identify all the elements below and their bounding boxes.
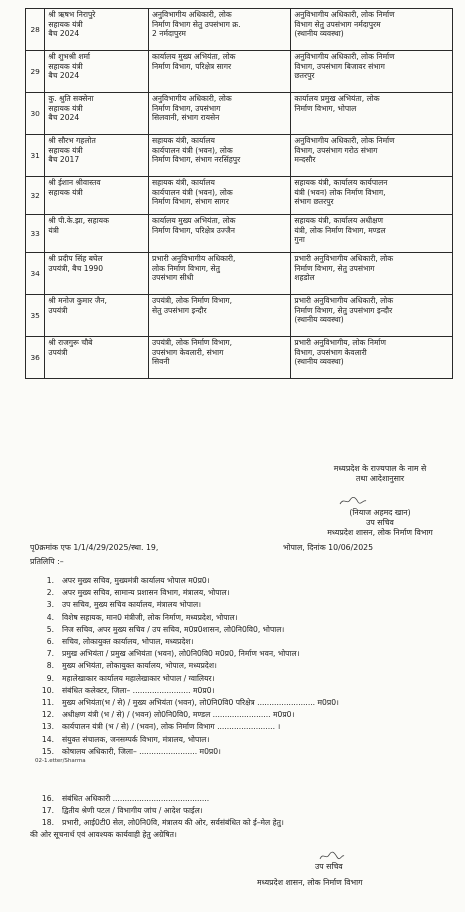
cell-line: अनुविभागीय अधिकारी, लोक निर्माण	[294, 52, 395, 61]
cell-line: सहायक यंत्री, कार्यालय अधीक्षण	[294, 216, 384, 225]
cell-line: निर्माण विभाग सेतु उपसंभाग क्र.	[152, 19, 241, 29]
list-item	[30, 721, 450, 733]
table-row	[26, 215, 453, 253]
list-number: 1.	[46, 576, 54, 585]
reference-number: पृ0क्रमांक एफ 1/1/4/29/2025/स्था. 19,	[30, 543, 159, 552]
name-cell	[45, 177, 149, 215]
cell-line: 2 नर्मदापुरम	[152, 29, 186, 39]
list-item	[30, 660, 450, 672]
list-text: अपर मुख्य सचिव, सामान्य प्रशासन विभाग, मंत्रालय, भोपाल।	[62, 588, 230, 598]
cell-line: निर्माण विभाग, सेतु उपसंभाग इन्दौर	[294, 305, 393, 315]
cell-line: अनुविभागीय अधिकारी, लोक निर्माण	[294, 136, 395, 145]
cell-line: कु. श्रुति सक्सेना	[48, 94, 94, 103]
list-text: मुख्य अभियंता(भ / से) / मुख्य अभियंता (भवन), लो0नि0वि0 परिक्षेत्र ........................ म0प्र0।	[62, 698, 339, 708]
cell-line: सहायक यंत्री	[48, 145, 83, 155]
cell-line: बैच 2024	[48, 71, 80, 81]
cell-line: (स्थानीय व्यवस्था)	[294, 315, 344, 325]
name-cell	[45, 337, 149, 379]
list-number: 17.	[41, 806, 54, 815]
list-number: 8.	[46, 661, 54, 671]
list-text: कोषालय अधिकारी, जिला– ........................ म0प्र0।	[62, 746, 221, 756]
current-posting-cell	[149, 51, 291, 93]
list-number: 5.	[46, 624, 54, 634]
cell-line: निर्माण विभाग, भोपाल	[294, 103, 357, 113]
cell-line: प्रभारी अनुविभागीय अधिकारी,	[152, 254, 236, 263]
cell-line: उपयंत्री	[48, 305, 68, 315]
list-number: 6.	[46, 637, 54, 647]
cell-line: शहडोल	[294, 273, 315, 283]
cell-line: (स्थानीय व्यवस्था)	[294, 29, 344, 39]
authority-line: मध्यप्रदेश के राज्यपाल के नाम से	[333, 464, 427, 473]
cell-line: अनुविभागीय अधिकारी, लोक निर्माण	[294, 10, 395, 19]
cell-line: बैच 2024	[48, 113, 80, 123]
list-item	[30, 697, 450, 709]
cell-line: श्री राजगुरू चौबे	[48, 338, 93, 347]
name-cell	[45, 295, 149, 337]
table-row	[26, 135, 453, 177]
distribution-list	[30, 575, 450, 758]
name-cell	[45, 93, 149, 135]
new-posting-cell	[291, 215, 453, 253]
cell-line: निर्माण विभाग, परिक्षेत्र सागर	[152, 61, 232, 71]
cell-line: अनुविभागीय अधिकारी, लोक	[152, 94, 232, 103]
list-number: 7.	[46, 649, 54, 659]
list-item	[30, 587, 450, 599]
cell-line: कार्यालय मुख्य अभियंता, लोक	[152, 52, 236, 61]
current-posting-cell	[149, 93, 291, 135]
list-item	[30, 673, 450, 685]
order-line: तथा आदेशानुसार	[355, 474, 405, 483]
table-row	[26, 253, 453, 295]
cell-line: कार्यपालन यंत्री (भवन), लोक	[152, 145, 233, 155]
cell-line: सहायक यंत्री	[48, 103, 83, 113]
transfer-table	[25, 8, 453, 379]
serial-number-cell: 29	[26, 51, 45, 93]
cell-line: उपयंत्री, लोक निर्माण विभाग,	[152, 296, 233, 305]
list-item	[30, 709, 450, 721]
forwarding-note: की ओर सूचनार्थ एवं आवश्यक कार्यवाही हेतु अग्रेषित।	[30, 830, 177, 839]
signatory-block	[300, 508, 460, 538]
list-item	[30, 624, 450, 636]
new-posting-cell	[291, 51, 453, 93]
list-item	[30, 817, 450, 829]
list-number: 11.	[41, 698, 54, 708]
bottom-signatory-designation: उप सचिव	[315, 862, 343, 871]
footer-code: 02-1.etter/Sharma	[35, 758, 86, 764]
list-number: 14.	[41, 734, 54, 744]
name-cell	[45, 253, 149, 295]
new-posting-cell	[291, 93, 453, 135]
list-item	[30, 734, 450, 746]
cell-line: निर्माण विभाग, उपसंभाग	[152, 103, 221, 113]
cell-line: कार्यालय प्रमुख अभियंता, लोक	[294, 94, 380, 103]
copy-to-label: प्रतिलिपि :–	[30, 557, 64, 566]
name-cell	[45, 51, 149, 93]
current-posting-cell	[149, 337, 291, 379]
cell-line: मन्दसौर	[294, 155, 316, 165]
cell-line: सेतु उपसंभाग इन्दौर	[152, 305, 207, 315]
list-item	[30, 648, 450, 660]
list-item	[30, 636, 450, 648]
list-item	[30, 685, 450, 697]
list-number: 2.	[46, 588, 54, 598]
cell-line: लोक निर्माण विभाग, सेतु	[152, 263, 221, 273]
cell-line: निर्माण विभाग, संभाग सागर	[152, 197, 229, 207]
cell-line: अनुविभागीय अधिकारी, लोक	[152, 10, 232, 19]
place-date: भोपाल, दिनांक 10/06/2025	[283, 543, 374, 552]
list-text: संबंधित कलेक्टर, जिला– ........................ म0प्र0।	[62, 685, 215, 695]
cell-line: सहायक यंत्री, कार्यालय	[152, 136, 215, 145]
cell-line: यंत्री, लोक निर्माण विभाग, मण्डल	[294, 225, 386, 235]
new-posting-cell	[291, 135, 453, 177]
serial-number-cell: 30	[26, 93, 45, 135]
list-number: 13.	[41, 722, 54, 732]
cell-line: श्री सौरभ गहलोत	[48, 136, 96, 145]
cell-line: सहायक यंत्री, कार्यालय कार्यपालन	[294, 178, 388, 187]
list-number: 3.	[46, 600, 54, 610]
cell-line: उपसंभाग केवलारी, संभाग	[152, 347, 224, 357]
new-posting-cell	[291, 253, 453, 295]
current-posting-cell	[149, 9, 291, 51]
serial-number-cell: 35	[26, 295, 45, 337]
list-number: 10.	[41, 685, 54, 695]
list-number: 16.	[41, 794, 54, 803]
list-text: मुख्य अभियंता, लोकायुक्त कार्यालय, भोपाल, मध्यप्रदेश।	[62, 661, 217, 671]
name-cell	[45, 9, 149, 51]
cell-line: (स्थानीय व्यवस्था)	[294, 357, 344, 367]
serial-number-cell: 31	[26, 135, 45, 177]
cell-line: गुना	[294, 235, 305, 245]
cell-line: सहायक यंत्री	[48, 19, 83, 29]
list-text: निज सचिव, अपर मुख्य सचिव / उप सचिव, म0प्र0शासन, लो0नि0वि0, भोपाल।	[62, 624, 285, 634]
table-row	[26, 295, 453, 337]
bottom-signatory-department: मध्यप्रदेश शासन, लोक निर्माण विभाग	[257, 878, 363, 887]
cell-line: बैच 2017	[48, 155, 80, 165]
table-row	[26, 337, 453, 379]
cell-line: श्री ऋषभ निरापुरे	[48, 10, 96, 19]
new-posting-cell	[291, 337, 453, 379]
cell-line: प्रभारी अनुविभागीय अधिकारी, लोक	[294, 296, 394, 305]
signatory-designation: उप सचिव	[366, 518, 394, 527]
table-row	[26, 93, 453, 135]
list-text: कार्यपालन यंत्री (भ / से) / (भवन), लोक निर्माण विभाग ........................ ।	[62, 722, 281, 732]
list-item	[30, 805, 450, 817]
list-number: 18.	[41, 818, 54, 827]
table-row	[26, 51, 453, 93]
name-cell	[45, 215, 149, 253]
cell-line: कार्यालय मुख्य अभियंता, लोक	[152, 216, 236, 225]
current-posting-cell	[149, 253, 291, 295]
cell-line: सिलवानी, संभाग रायसेन	[152, 113, 220, 123]
list-item	[30, 746, 450, 758]
list-text: महालेखाकार कार्यालय महालेखाकार भोपाल / ग्वालियर।	[62, 673, 215, 683]
cell-line: विभाग, उपसंभाग बिजावर संभाग	[294, 61, 385, 71]
list-text: अपर मुख्य सचिव, मुख्यमंत्री कार्यालय भोपाल म0प्र0।	[62, 576, 210, 585]
new-posting-cell	[291, 9, 453, 51]
cell-line: श्री शुभश्री शर्मा	[48, 52, 90, 61]
table-row	[26, 177, 453, 215]
cell-line: श्री ईशान श्रीवास्तव	[48, 178, 101, 187]
cell-line: निर्माण विभाग, संभाग नरसिंहपुर	[152, 155, 241, 165]
serial-number-cell: 28	[26, 9, 45, 51]
list-number: 4.	[46, 612, 54, 622]
name-cell	[45, 135, 149, 177]
cell-line: सहायक यंत्री	[48, 187, 83, 197]
list-item	[30, 599, 450, 611]
list-text: संबंधित अधिकारी ........................................	[62, 794, 210, 803]
list-text: संयुक्त संचालक, जनसम्पर्क विभाग, मंत्रालय, भोपाल।	[62, 734, 210, 744]
current-posting-cell	[149, 215, 291, 253]
cell-line: उपयंत्री, बैच 1990	[48, 263, 104, 273]
cell-line: निर्माण विभाग, सेतु उपसंभाग	[294, 263, 375, 273]
cell-line: बैच 2024	[48, 29, 80, 39]
signatory-department: मध्यप्रदेश शासन, लोक निर्माण विभाग	[327, 528, 433, 537]
cell-line: प्रभारी अनुविभागीय, लोक निर्माण	[294, 338, 386, 347]
serial-number-cell: 32	[26, 177, 45, 215]
signatory-name: (नियाज अहमद खान)	[349, 508, 411, 517]
handwritten-signature-icon	[318, 850, 346, 862]
list-number: 12.	[41, 710, 54, 720]
distribution-list-2	[30, 793, 450, 841]
list-text: प्रमुख अभियंता / प्रमुख अभियंता (भवन), लो0नि0वि0 म0प्र0, निर्माण भवन, भोपाल।	[62, 649, 300, 659]
list-text: द्वितीय श्रेणी पटल / विभागीय जांच / आदेश फाईल।	[62, 806, 203, 815]
new-posting-cell	[291, 295, 453, 337]
list-item	[30, 793, 450, 805]
cell-line: सिवनी	[152, 357, 170, 367]
handwritten-signature-icon	[338, 496, 368, 506]
cell-line: श्री प्रदीप सिंह बघेल	[48, 254, 103, 263]
serial-number-cell: 34	[26, 253, 45, 295]
list-text: प्रभारी, आई0टी0 सेल, लो0नि0वि, मंत्रालय की ओर, सर्वसंबंधित को ई–मेल हेतु।	[62, 818, 284, 827]
current-posting-cell	[149, 295, 291, 337]
serial-number-cell: 33	[26, 215, 45, 253]
cell-line: उपयंत्री	[48, 347, 68, 357]
list-item	[30, 575, 450, 587]
cell-line: कार्यपालन यंत्री (भवन), लोक	[152, 187, 233, 197]
cell-line: यंत्री	[48, 225, 59, 235]
cell-line: उपयंत्री, लोक निर्माण विभाग,	[152, 338, 233, 347]
cell-line: निर्माण विभाग, परिक्षेत्र उज्जैन	[152, 225, 235, 235]
signature-block-top	[300, 464, 460, 484]
cell-line: सहायक यंत्री	[48, 61, 83, 71]
list-item	[30, 612, 450, 624]
cell-line: विभाग सेतु उपसंभाग नर्मदापुरम	[294, 19, 381, 29]
cell-line: श्री पी.के.झा, सहायक	[48, 216, 109, 225]
serial-number-cell: 36	[26, 337, 45, 379]
list-text: उप सचिव, मुख्य सचिव कार्यालय, मंत्रालय भोपाल।	[62, 600, 202, 610]
list-text: अधीक्षण यंत्री (भ / से) / (भवन) लो0नि0वि0, मण्डल ........................ म0प्र0।	[62, 710, 295, 720]
cell-line: सहायक यंत्री, कार्यालय	[152, 178, 215, 187]
cell-line: उपसंभाग सीधी	[152, 273, 194, 283]
cell-line: विभाग, उपसंभाग केवलारी	[294, 347, 367, 357]
list-text: सचिव, लोकायुक्त कार्यालय, भोपाल, मध्यप्रदेश।	[62, 637, 194, 647]
cell-line: संभाग छतरपुर	[294, 197, 334, 207]
current-posting-cell	[149, 177, 291, 215]
list-text: विशेष सहायक, मान0 मंत्रीजी, लोक निर्माण, मध्यप्रदेश, भोपाल।	[62, 612, 238, 622]
list-number: 9.	[46, 673, 54, 683]
cell-line: छतरपुर	[294, 71, 315, 81]
cell-line: विभाग, उपसंभाग गरोठ संभाग	[294, 145, 378, 155]
cell-line: प्रभारी अनुविभागीय अधिकारी, लोक	[294, 254, 394, 263]
current-posting-cell	[149, 135, 291, 177]
cell-line: यंत्री (भवन) लोक निर्माण विभाग,	[294, 187, 386, 197]
list-number: 15.	[41, 746, 54, 756]
new-posting-cell	[291, 177, 453, 215]
cell-line: श्री मनोज कुमार जैन,	[48, 296, 107, 305]
table-row	[26, 9, 453, 51]
